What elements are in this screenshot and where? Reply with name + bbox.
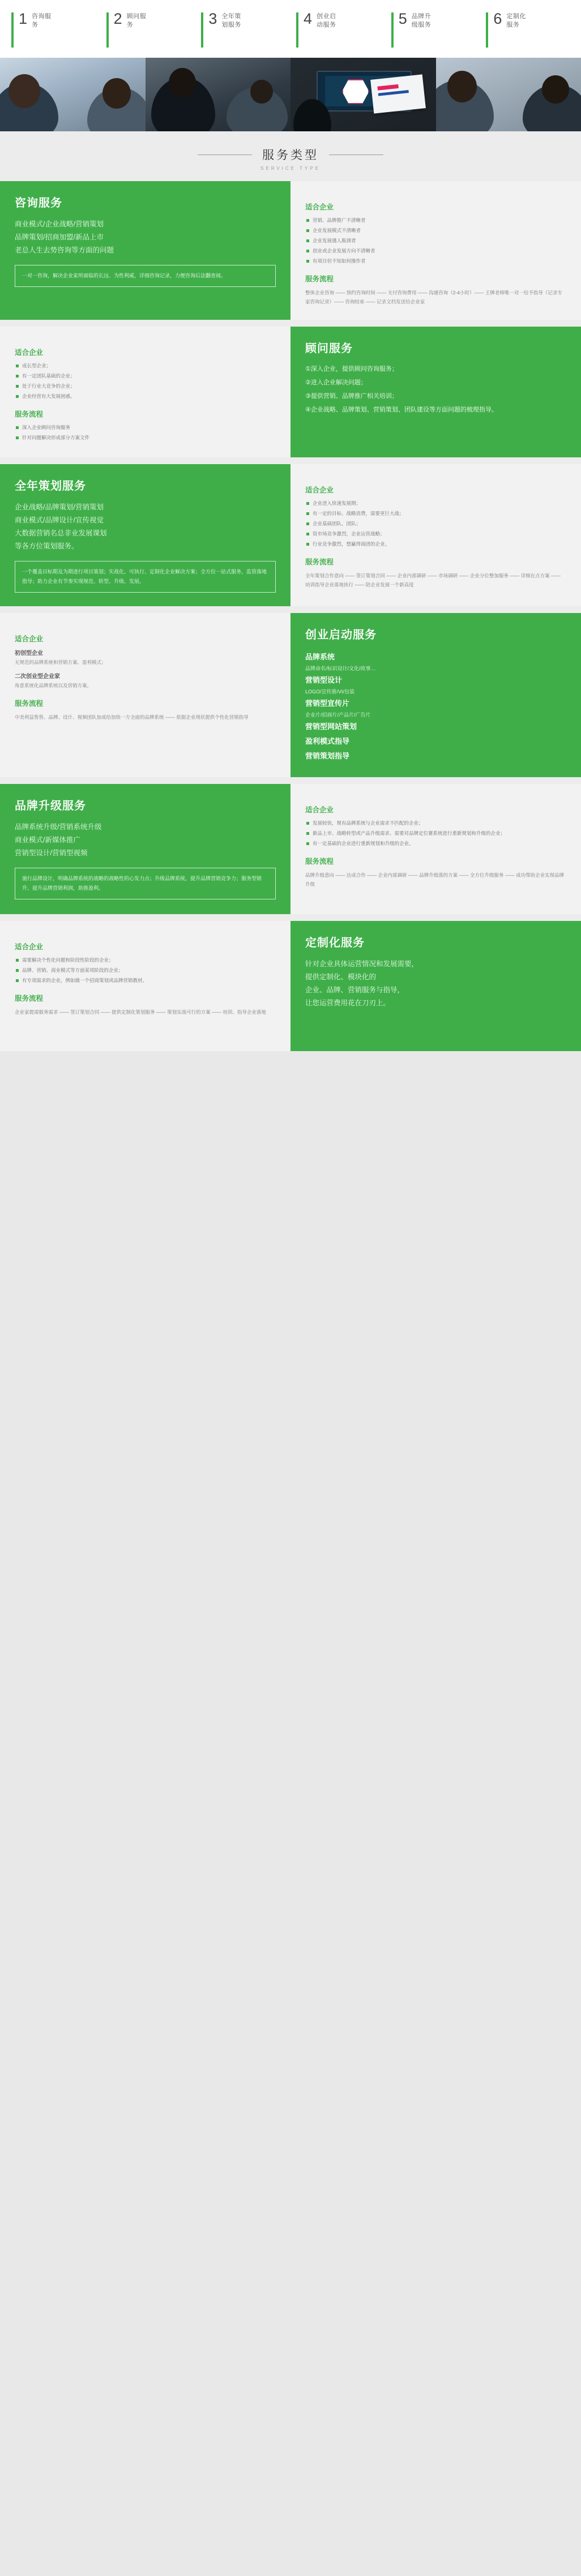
list-item: 针对问题解决形成部分方案文件 <box>15 434 276 442</box>
step-number: 3 <box>208 10 217 27</box>
lead-line: 商业模式/企业战略/营销策划 <box>15 220 104 228</box>
lead-line: 品牌系统升级/营销系统升级 <box>15 823 102 831</box>
group-heading: 营销型设计 <box>305 676 343 684</box>
list-item: ②进入企业解决问题； <box>305 379 367 386</box>
flow-heading: 服务流程 <box>305 558 334 566</box>
fit-subtitle-2: 二次创业型企业家 <box>15 674 60 680</box>
list-item: 行业竞争激烈，想赢得商团的企业。 <box>305 540 566 548</box>
block-title: 品牌升级服务 <box>15 800 86 812</box>
custom-main <box>290 921 581 1051</box>
flow-heading: 服务流程 <box>15 410 44 418</box>
step-number: 6 <box>493 10 502 27</box>
flow-list <box>15 423 276 442</box>
list-item <box>305 734 566 749</box>
lead-line: 大数据营销名总非业发展课划 <box>15 529 107 537</box>
block-lead <box>15 821 276 860</box>
list-item: 资市场竞争激烈，企业运营战略； <box>305 530 566 538</box>
list-item <box>305 650 566 673</box>
flow-heading: 服务流程 <box>305 275 334 283</box>
block-title: 顾问服务 <box>305 342 353 355</box>
step-number: 1 <box>19 10 28 27</box>
step-accent-bar <box>106 12 109 48</box>
consulting-main <box>0 181 290 320</box>
startup-main <box>290 613 581 777</box>
list-item: 处于行业大竞争的企业； <box>15 382 276 391</box>
lead-line: 品牌策划/招商加盟/新品上市 <box>15 233 104 241</box>
group-heading: 盈利模式指导 <box>305 737 350 745</box>
list-item: 企业进入快速发展期； <box>305 499 566 508</box>
flow-text: 品牌升级意向 —— 达成合作 —— 企业内部调研 —— 品牌升级落的方案 —— 全方位升级服务 —— 成功帮助企业实现品牌升级 <box>305 872 565 887</box>
step-label: 定制化服务 <box>506 13 526 28</box>
fit-desc-2: 角意系统化品牌系统以及营销方案。 <box>15 683 92 688</box>
block-lead <box>15 218 276 257</box>
list-item: 有一定的目标、战略消费，需要更巨大战； <box>305 509 566 518</box>
group-sub: LOGO/宣传册/VI/包装 <box>305 689 355 695</box>
lead-line: 老总人生去势咨询等方面的问题 <box>15 246 114 254</box>
step-accent-bar <box>201 12 203 48</box>
flow-heading: 服务流程 <box>15 995 44 1002</box>
service-block-consulting <box>0 181 581 320</box>
startup-groups <box>305 650 566 764</box>
service-block-advisory <box>0 327 581 457</box>
service-type-page <box>0 0 581 1051</box>
block-title: 创业启动服务 <box>305 629 377 641</box>
step-item-2[interactable] <box>101 10 196 50</box>
list-item <box>305 749 566 764</box>
step-item-6[interactable] <box>480 10 575 50</box>
list-item: 新品上市、战略转型或产品升级需求、需要对品牌定位赛系统进行重新规划和升级的企业； <box>305 829 566 838</box>
fit-subtitle-1: 初创型企业 <box>15 650 43 657</box>
lead-line: 商业模式/新媒体推广 <box>15 836 80 844</box>
fit-desc-1: 无规范的品牌系统和营销方案、盈利模式； <box>15 659 106 665</box>
flow-text: 中美利益售售、品牌、设计、视频团队加成给加快一方全面的品牌系统 —— 依据企业现状提供个性化营销指导 <box>15 714 249 720</box>
lead-line: 企业、品牌、营销服务与指导， <box>305 986 405 994</box>
lead-line: 商业模式/品牌设计/宣传视觉 <box>15 516 104 524</box>
list-item: 创业或企业发展方向不清晰者 <box>305 247 566 255</box>
fit-list <box>305 819 566 848</box>
block-lead <box>305 958 566 1010</box>
fit-heading: 适合企业 <box>15 635 44 643</box>
section-title-cn: 服务类型 <box>245 146 336 163</box>
advisory-points <box>305 363 566 416</box>
block-title: 全年策划服务 <box>15 480 86 492</box>
list-item: 企业发展模式不清晰者 <box>305 226 566 235</box>
step-item-4[interactable] <box>290 10 386 50</box>
photo-band <box>0 58 581 131</box>
step-accent-bar <box>11 12 14 48</box>
block-note: 一个覆盖目标期及为期进行项目策划；实战化、可执行、定制化企业解决方案；全方位一站式服务，监管落地指导；助力企业有节奏实现规范、转型、升级、发展。 <box>15 561 276 593</box>
step-accent-bar <box>391 12 394 48</box>
list-item: 品牌、营销、商业模式等方面某项阶段的企业； <box>15 966 276 975</box>
block-note: 施行品牌设计，明确品牌系统的战略的战略性的心发力点；升级品牌系统，提升品牌营销竞争力；服务型销升、提升品牌营销利润，助推盈利。 <box>15 868 276 899</box>
block-title: 咨询服务 <box>15 197 62 209</box>
flow-text: 整体企业咨询 —— 预约咨询时间 —— 支付咨询费用 —— 沟通咨询（2-4小时）—— 王牌老师唯一对一给予指导（记录专家咨询记录）—— 咨询结束 —— 记录文档发送给企业家 <box>305 290 562 305</box>
list-item: ③提供营销、品牌推广相关培训； <box>305 393 398 400</box>
photo-discussion <box>436 58 581 131</box>
service-block-startup <box>0 613 581 777</box>
fit-heading: 适合企业 <box>305 486 334 494</box>
lead-line: 企业战略/品牌策划/营销策划 <box>15 503 104 511</box>
slide-card <box>370 74 426 113</box>
upgrade-main <box>0 784 290 914</box>
annual-main <box>0 464 290 606</box>
section-header <box>0 131 581 181</box>
annual-detail <box>290 464 581 606</box>
photo-meeting <box>0 58 146 131</box>
flow-heading: 服务流程 <box>15 700 44 708</box>
step-label: 创业启动服务 <box>317 13 336 28</box>
lead-line: 提供定制化、模块化的 <box>305 973 377 981</box>
step-item-1[interactable] <box>6 10 101 50</box>
service-block-annual <box>0 464 581 606</box>
flow-heading: 服务流程 <box>305 858 334 865</box>
advisory-main <box>290 327 581 457</box>
photo-team-desk <box>146 58 291 131</box>
group-sub: 企业片/招商片/产品片/广告片 <box>305 712 371 718</box>
block-note: 一对一咨询，解决企业家所面临的长远、为性利威，详细咨询记录，力便咨询后法翻查阅。 <box>15 265 276 287</box>
list-item <box>305 719 566 734</box>
service-block-upgrade <box>0 784 581 914</box>
list-item: 成长型企业； <box>15 362 276 370</box>
flow-text: 企业家提需服务需求 —— 签订策划合同 —— 提供定制化策划服务 —— 策划实战可行的方案 —— 培训、指导企业落地 <box>15 1009 266 1015</box>
consulting-detail <box>290 181 581 320</box>
fit-heading: 适合企业 <box>305 806 334 814</box>
list-item <box>305 696 566 719</box>
step-number: 2 <box>113 10 122 27</box>
list-item: 有专项需求的企业，例如做一个招商策划或品牌营销教材。 <box>15 976 276 985</box>
step-label: 顾问服务 <box>126 13 147 28</box>
block-lead <box>15 501 276 553</box>
step-number: 5 <box>398 10 407 27</box>
group-heading: 营销型网站策划 <box>305 722 357 731</box>
lead-line: 营销型设计/营销型视频 <box>15 849 88 857</box>
fit-heading: 适合企业 <box>305 203 334 211</box>
lead-line: 针对企业具体运营情况和发展需要， <box>305 960 419 968</box>
photo-presentation <box>290 58 436 131</box>
lead-line: 让您运营费用花在刀刃上。 <box>305 999 391 1007</box>
list-item: 发展较快，规有品牌系统与企业需求不匹配的企业； <box>305 819 566 828</box>
fit-list <box>305 499 566 548</box>
custom-detail <box>0 921 290 1051</box>
list-item: 营销、品牌推广不清晰者 <box>305 216 566 225</box>
list-item: 企业基础团队、团队； <box>305 520 566 528</box>
group-heading: 营销策划指导 <box>305 752 350 760</box>
block-title: 定制化服务 <box>305 937 365 949</box>
list-item: ④企业战略、品牌策划、营销策划、团队建设等方面问题的梳理指导。 <box>305 406 498 413</box>
fit-list <box>15 362 276 401</box>
list-item: 有一定团队基础的企业； <box>15 372 276 380</box>
group-heading: 品牌系统 <box>305 653 335 661</box>
step-item-5[interactable] <box>386 10 481 50</box>
service-block-custom <box>0 921 581 1051</box>
step-number: 4 <box>304 10 313 27</box>
step-accent-bar <box>296 12 298 48</box>
lead-line: 等各方位策划服务。 <box>15 542 79 550</box>
upgrade-detail <box>290 784 581 914</box>
fit-heading: 适合企业 <box>15 349 44 357</box>
list-item: 企业经营有大发展困惑。 <box>15 392 276 401</box>
step-item-3[interactable] <box>195 10 290 50</box>
step-accent-bar <box>486 12 488 48</box>
flow-text: 全年策划合作意向 —— 签订策划合同 —— 企业内部调研 —— 市场调研 —— 企业分位整加服务 —— 详细在点方案 —— 培训指导企业落地执行 —— 陪企业发展一个新高度 <box>305 573 561 588</box>
fit-list <box>305 216 566 265</box>
list-item: 有一定基础的企业进行重新规划和升级的企业。 <box>305 839 566 848</box>
section-title-en: SERVICE TYPE <box>260 166 321 171</box>
list-item: 有项目但不知如何操作者 <box>305 257 566 265</box>
step-label: 咨询服务 <box>32 13 52 28</box>
group-sub: 品牌命名/标识设计/文化/故事… <box>305 666 376 671</box>
list-item <box>305 673 566 696</box>
list-item: 需要解决个性化问题和阶段性阶段的企业； <box>15 956 276 965</box>
step-bar <box>0 0 581 58</box>
step-label: 全年策划服务 <box>221 13 241 28</box>
startup-detail <box>0 613 290 777</box>
advisory-detail <box>0 327 290 457</box>
list-item: 深入企业顾问咨询服务 <box>15 423 276 432</box>
fit-list <box>15 956 276 985</box>
step-label: 品牌升级服务 <box>411 13 432 28</box>
list-item: 企业发展遇人瓶颈者 <box>305 237 566 245</box>
group-heading: 营销型宣传片 <box>305 699 350 708</box>
list-item: ①深入企业，提供顾问咨询服务； <box>305 366 398 372</box>
fit-heading: 适合企业 <box>15 943 44 951</box>
